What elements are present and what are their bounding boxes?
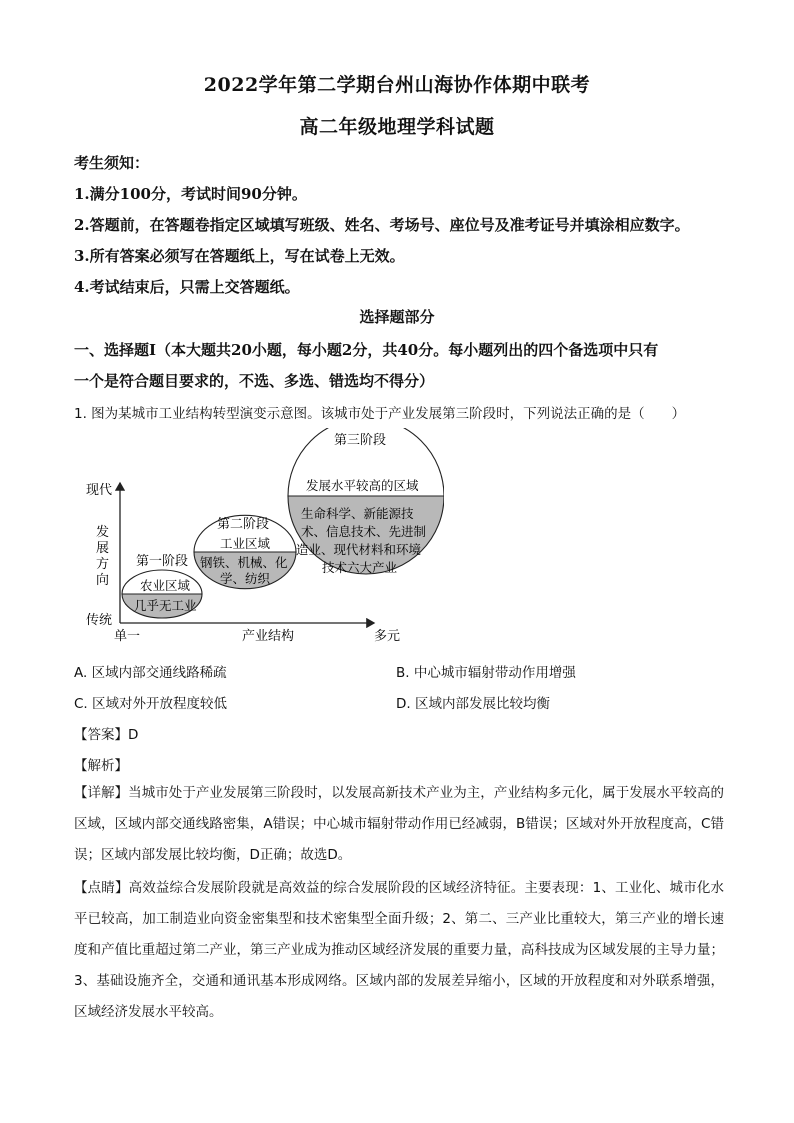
part1-instructions-line1: 一、选择题Ⅰ（本大题共20小题，每小题2分，共40分。每小题列出的四个备选项中只有 — [74, 341, 659, 359]
y-axis-char-4: 向 — [96, 573, 110, 588]
section-title: 选择题部分 — [359, 308, 435, 326]
analysis-label: 【解析】 — [74, 758, 128, 774]
option-c: C. 区域对外开放程度较低 — [74, 696, 228, 712]
y-bottom-label: 传统 — [86, 613, 113, 628]
question1-stem: 1. 图为某城市工业结构转型演变示意图。该城市处于产业发展第三阶段时，下列说法正确的是（ ） — [74, 406, 686, 422]
stage2-top-text: 工业区域 — [220, 536, 271, 551]
stage3-bottom-text-2: 术、信息技术、先进制 — [301, 524, 427, 539]
x-right-label: 多元 — [374, 629, 401, 644]
part1-instructions-line2: 一个是符合题目要求的，不选、多选、错选均不得分） — [74, 372, 435, 390]
stage3-top-text: 发展水平较高的区域 — [306, 478, 419, 493]
notice-item-1: 1.满分100分，考试时间90分钟。 — [74, 185, 307, 203]
exam-title: 2022学年第二学期台州山海协作体期中联考 — [203, 74, 591, 96]
exam-subtitle: 高二年级地理学科试题 — [299, 116, 495, 138]
notice-item-3: 3.所有答案必须写在答题纸上，写在试卷上无效。 — [74, 247, 405, 265]
stage1-top-text: 农业区域 — [140, 578, 191, 593]
stage3-bottom-text-1: 生命科学、新能源技 — [301, 506, 414, 521]
notice-item-4: 4.考试结束后，只需上交答题纸。 — [74, 278, 300, 296]
option-b: B. 中心城市辐射带动作用增强 — [396, 665, 576, 681]
x-axis-label: 产业结构 — [242, 629, 295, 644]
notice-item-2: 2.答题前，在答题卷指定区域填写班级、姓名、考场号、座位号及准考证号并填涂相应数字。 — [74, 216, 690, 234]
stage3-bottom-text-4: 技术六大产业 — [322, 560, 398, 575]
x-left-label: 单一 — [114, 629, 141, 644]
stage3-label: 第三阶段 — [334, 433, 387, 448]
stage1-label: 第一阶段 — [136, 554, 189, 569]
diagram-svg — [84, 428, 444, 646]
option-a: A. 区域内部交通线路稀疏 — [74, 665, 227, 681]
option-d: D. 区域内部发展比较均衡 — [396, 696, 550, 712]
y-axis-char-2: 展 — [96, 541, 110, 556]
stage2-bottom-text-2: 学、纺织 — [220, 571, 271, 586]
y-axis-char-3: 方 — [96, 557, 110, 572]
comment-paragraph: 【点睛】高效益综合发展阶段就是高效益的综合发展阶段的区域经济特征。主要表现：1、工业化、城市化水平已较高，加工制造业向资金密集型和技术密集型全面升级；2、第二、三产业比重较大，第三产业的增长速度和产值比重超过第二产业，第三产业成为推动区域经济发展的重要力量，高科技成为区域发展的主导力量；3、基础设施齐全，交通和通讯基本形成网络。区域内部的发展差异缩小，区域的开放程度和对外联系增强，区域经济发展水平较高。 — [74, 880, 724, 1020]
answer-line: 【答案】D — [74, 727, 139, 743]
y-top-label: 现代 — [86, 483, 113, 498]
industry-evolution-diagram — [84, 428, 444, 646]
detail-paragraph: 【详解】当城市处于产业发展第三阶段时，以发展高新技术产业为主，产业结构多元化，属于发展水平较高的区域，区域内部交通线路密集，A错误；中心城市辐射带动作用已经减弱，B错误；区域对外开放程度高，C错误；区域内部发展比较均衡，D正确；故选D。 — [74, 785, 724, 863]
stage2-label: 第二阶段 — [217, 517, 270, 532]
y-axis-char-1: 发 — [96, 525, 110, 540]
stage2-bottom-text-1: 钢铁、机械、化 — [200, 555, 288, 570]
stage3-bottom-text-3: 造业、现代材料和环境 — [296, 542, 422, 557]
stage1-bottom-text: 几乎无工业 — [134, 598, 197, 613]
notice-heading: 考生须知： — [74, 154, 150, 172]
